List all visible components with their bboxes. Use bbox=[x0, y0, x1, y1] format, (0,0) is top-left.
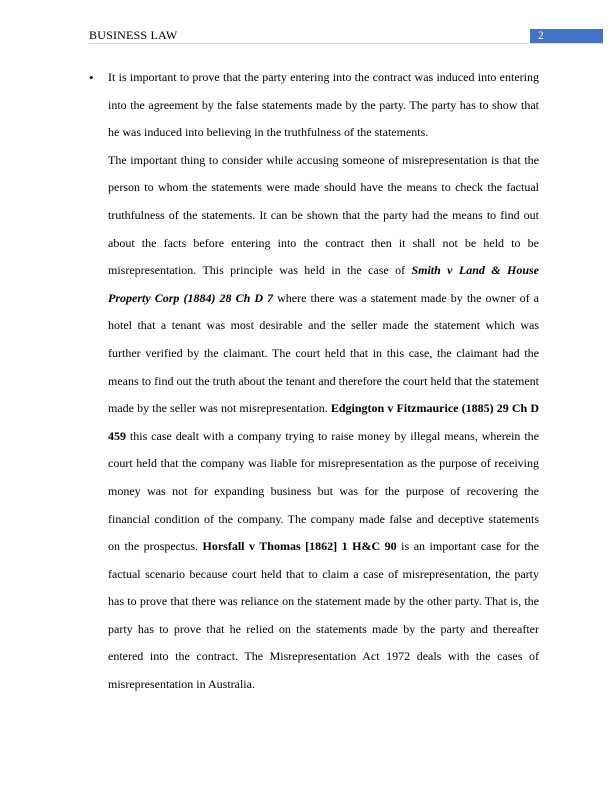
case-citation-edgington: Edgington v Fitzmaurice (1885) 29 Ch D 459 bbox=[108, 401, 539, 443]
paragraph-text: The important thing to consider while accusing someone of misrepresentation is that the person to whom the statements were made should have the means to check the factual truthfulness of the statements. It can be shown that the party had the means to find out about the facts before entering into the contract then it shall not be held to be misrepresentation. This principle was held in the case of bbox=[108, 152, 539, 278]
case-citation-horsfall: Horsfall v Thomas [1862] 1 H&C 90 bbox=[202, 539, 397, 554]
paragraph-text: is an important case for the factual scenario because court held that to claim a case of misrepresentation, the party has to prove that there was reliance on the statement made by the other party. That is, the party has to prove that he relied on the statements made by the party and thereafter entered into the contract. The Misrepresentation Act 1972 deals with the cases of misrepresentation in Australia. bbox=[108, 539, 540, 692]
header-title: BUSINESS LAW bbox=[89, 28, 178, 42]
bullet-icon: • bbox=[89, 70, 94, 85]
page-number: 2 bbox=[530, 29, 603, 43]
main-paragraph bbox=[108, 147, 539, 699]
paragraph-text: where there was a statement made by the owner of a hotel that a tenant was most desirable and the seller made the statement which was further verified by the claimant. The court held that in this case, the claimant had the means to find out the truth about the tenant and therefore the court held that the statement made by the seller was not misrepresentation. bbox=[108, 290, 539, 416]
paragraph-text: this case dealt with a company trying to raise money by illegal means, wherein the court held that the company was liable for misrepresentation as the purpose of receiving money was not for expanding business but was for the purpose of recovering the financial condition of the company. The company made false and deceptive statements on the prospectus. bbox=[108, 428, 539, 554]
case-citation-smith: Smith v Land & House Property Corp (1884) 28 Ch D 7 bbox=[108, 263, 539, 305]
bullet-paragraph bbox=[89, 64, 539, 147]
document-body bbox=[89, 64, 540, 699]
bullet-text: It is important to prove that the party entering into the contract was induced into entering into the agreement by the false statements made by the party. The party has to show that he was induced into believing in the truthfulness of the statements. bbox=[108, 70, 539, 140]
header-rule bbox=[89, 43, 603, 44]
